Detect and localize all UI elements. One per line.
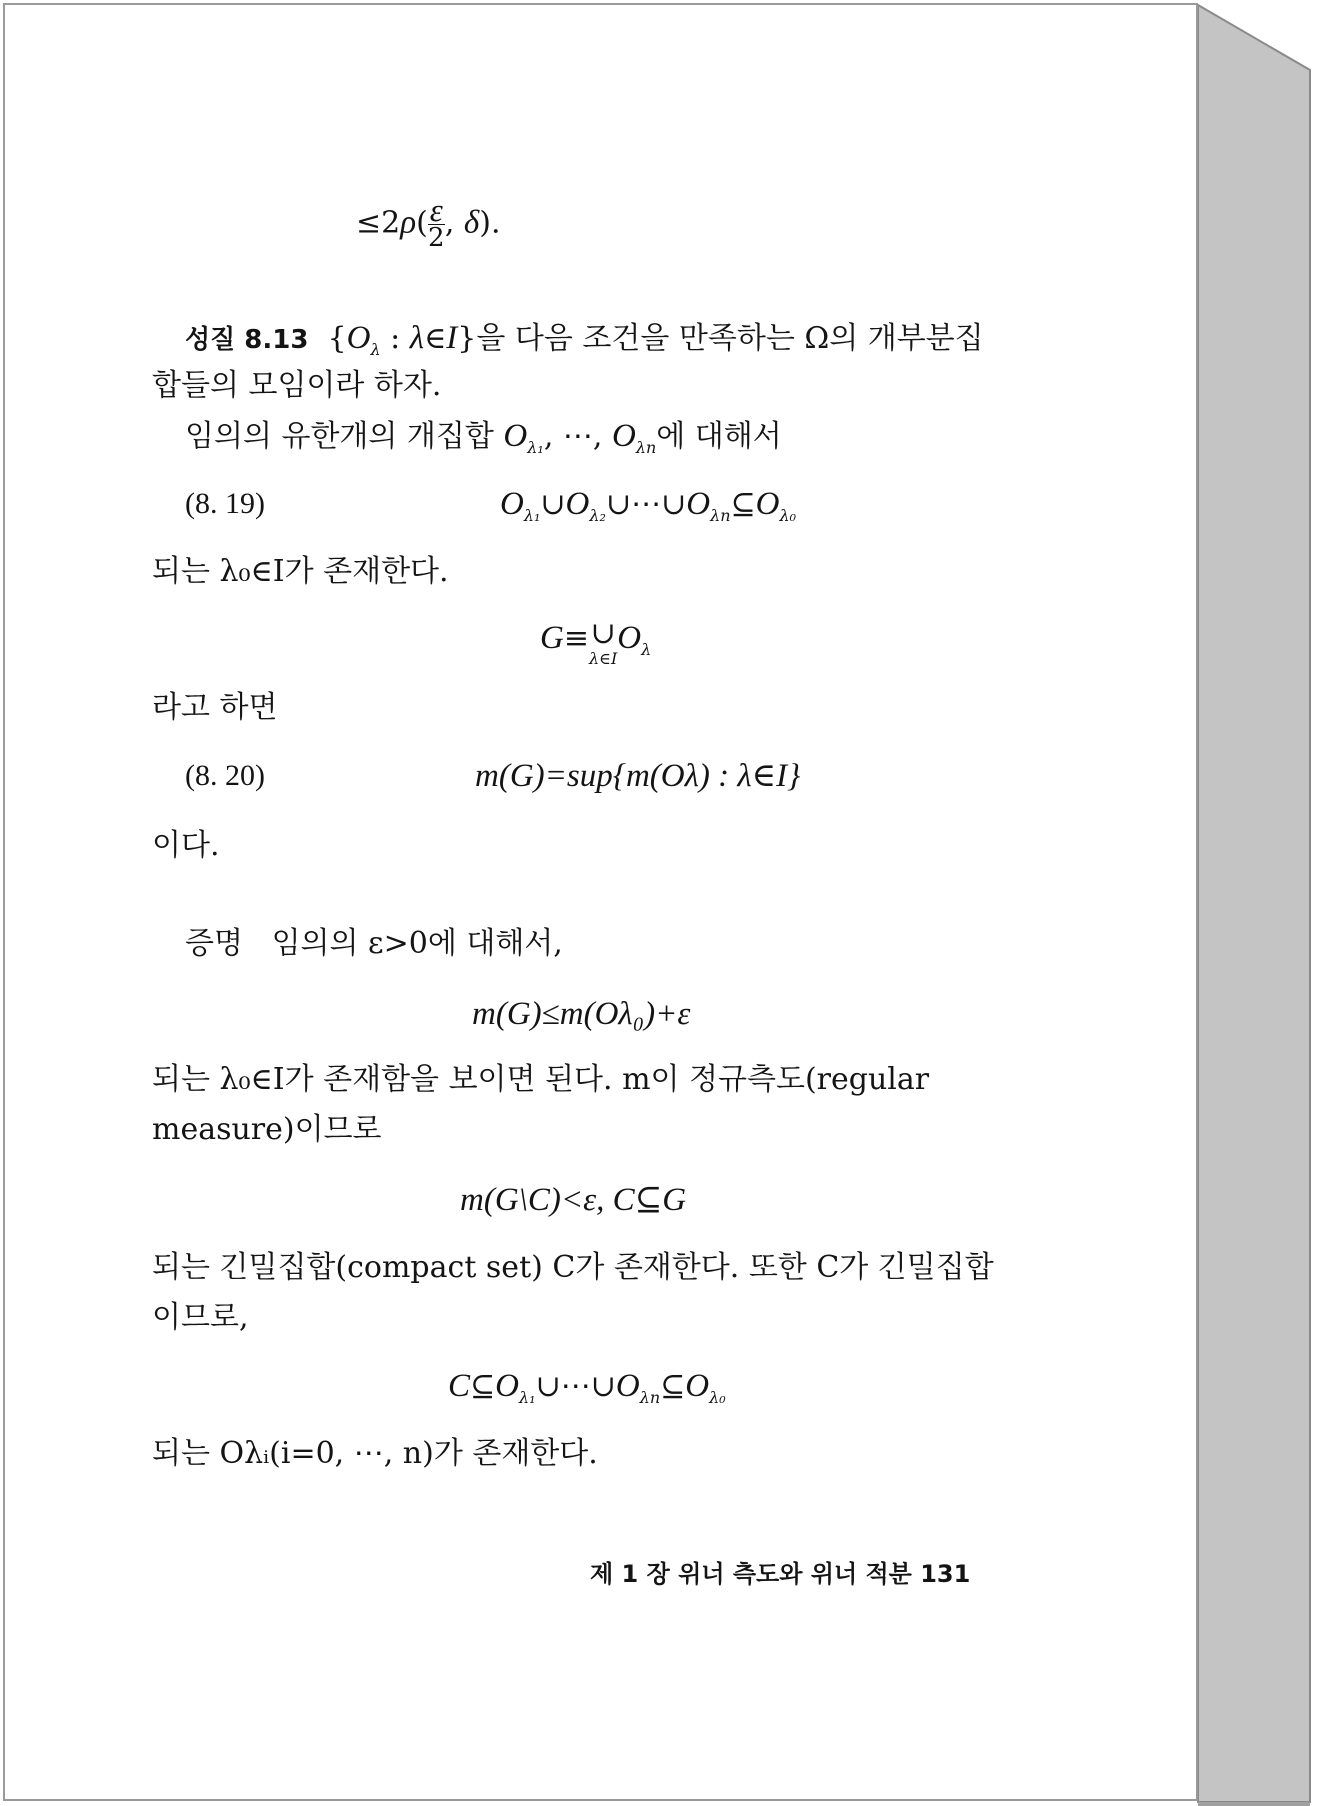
- property-line-2: 합들의 모임이라 하자.: [152, 368, 442, 403]
- proof-line-2a: 되는 λ₀∈I가 존재함을 보이면 된다. m이 정규측도(regular: [152, 1062, 930, 1097]
- proof-equation-2: m(G\C)<ε, C⊆G: [460, 1182, 687, 1218]
- line-ragoha: 라고 하면: [152, 690, 278, 725]
- proof-line-4: 되는 Oλᵢ(i=0, ⋯, n)가 존재한다.: [152, 1436, 598, 1471]
- property-label: 성질 8.13: [185, 325, 309, 355]
- proof-line-1: 증명 임의의 ε>0에 대해서,: [185, 926, 563, 961]
- equation-8-20: m(G)=sup{m(Oλ) : λ∈I}: [475, 758, 801, 794]
- proof-line-3a: 되는 긴밀집합(compact set) C가 존재한다. 또한 C가 긴밀집합: [152, 1250, 994, 1285]
- equation-number-8-19: (8. 19): [185, 487, 265, 520]
- page: [3, 3, 1198, 1801]
- property-line-3: 임의의 유한개의 개집합 $O_{\lambda_1}$, ⋯, $O_{\lambda n}$에 대해서: [185, 418, 782, 457]
- proof-equation-1: m(G)≤m(Oλ₀)+ε: [472, 996, 691, 1032]
- proof-equation-3: $C⊆O_{\lambda_1}\cup\cdots\cup O_{\lambda n}⊆O_{\lambda_0}$: [448, 1368, 726, 1407]
- page-footer: 제 1 장 위너 측도와 위너 적분 131: [590, 1560, 971, 1588]
- line-after-8-19: 되는 λ₀∈I가 존재한다.: [152, 554, 449, 589]
- equation-G-definition: G≡ ∪ λ∈I $O_\lambda$: [540, 616, 652, 668]
- property-line-1: 성질 8.13 {$O_\lambda$ : λ∈I}을 다음 조건을 만족하는 Ω의 개부분집: [185, 320, 984, 359]
- line-ida: 이다.: [152, 828, 220, 863]
- equation-8-19: $O_{\lambda_1}\cup O_{\lambda_2}\cup\cdots\cup O_{\lambda n}⊆O_{\lambda_0}$: [500, 486, 797, 525]
- proof-line-2b: measure)이므로: [152, 1112, 382, 1147]
- proof-label: 증명: [185, 926, 243, 961]
- proof-line-3b: 이므로,: [152, 1300, 249, 1335]
- equation-top: ≤2ρ( $\frac{\varepsilon}{2}$ , δ).: [356, 193, 501, 253]
- equation-number-8-20: (8. 20): [185, 759, 265, 792]
